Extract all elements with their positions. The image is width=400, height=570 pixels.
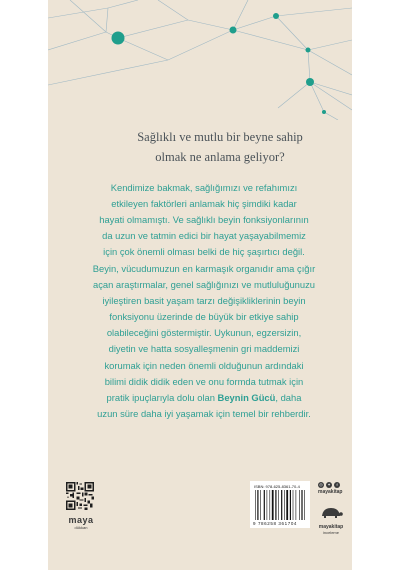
book-title: Beynin Gücü (217, 391, 276, 403)
paragraph-line: korumak için neden önemli olduğunun ardındaki (104, 359, 304, 371)
paragraph-line: hayati olmamıştı. Ve sağlıklı beyin fonksiyonlarının (99, 214, 309, 226)
network-node (306, 78, 314, 86)
network-node (306, 48, 311, 53)
paragraph-line: diyetin ve hatta sosyalleşmenin gri maddemizi (108, 343, 300, 355)
paragraph-line: da uzun ve tatmin edici bir hayat yaşayabilmemiz (102, 230, 306, 242)
paragraph-line: açan araştırmalar, genel sağlığınızı ve mutluluğunuzu (92, 279, 315, 291)
headline (120, 127, 320, 167)
headline-line: Sağlıklı ve mutlu bir beyne sahip (137, 130, 303, 144)
isbn-digits: 9 786258 361704 (253, 521, 298, 526)
paragraph-line: için çok önemli olması belki de hiç şaşırtıcı değil. (103, 246, 305, 258)
imprint-sub: inceleme (322, 530, 339, 535)
network-node (273, 13, 279, 19)
publisher-logo-subtext: dükkan (74, 525, 88, 530)
network-node (322, 110, 326, 114)
paragraph-line: Beyin, vücudumuzun en karmaşık organıdır ama çığır (92, 263, 316, 274)
imprint-name: mayakitap (318, 524, 344, 530)
paragraph-line: olabileceğini göstermiştir. Uykunun, egzersizin, (106, 327, 302, 339)
instagram-icon[interactable]: ◎ (319, 482, 323, 487)
publisher-logo (65, 515, 97, 530)
publisher-logo-text: maya (68, 515, 94, 525)
neural-network-illustration (48, 0, 352, 120)
paragraph-line: iyileştiren basit yaşam tarzı değişikliklerinin beyin (102, 295, 306, 307)
description-paragraph (86, 261, 322, 422)
paragraph-line (86, 390, 322, 406)
imprint-logo (314, 505, 348, 535)
headline-line: olmak ne anlama geliyor? (155, 150, 285, 164)
intro-paragraph (86, 180, 322, 260)
turtle-icon (319, 506, 343, 518)
isbn-label: ISBN: 978-625-8361-70-4 (254, 484, 300, 489)
social-handle: mayakitap (318, 489, 343, 495)
paragraph-line: etkileyen faktörleri anlamak hiç şimdiki kadar (111, 198, 297, 210)
social-links (318, 482, 342, 495)
isbn-barcode (250, 481, 310, 528)
barcode-bars (254, 490, 306, 520)
facebook-icon[interactable]: f (334, 482, 340, 488)
network-node (230, 27, 237, 34)
paragraph-text: pratik ipuçlarıyla dolu olan (106, 391, 218, 403)
paragraph-line: Kendimize bakmak, sağlığımızı ve refahımızı (110, 182, 298, 193)
paragraph-line: bilimi didik didik eden ve onu formda tutmak için (104, 375, 304, 387)
qr-code[interactable] (66, 482, 94, 510)
paragraph-text: , daha (275, 391, 302, 403)
twitter-icon[interactable]: ✦ (327, 482, 331, 487)
network-node (112, 32, 125, 45)
paragraph-line: uzun süre daha iyi yaşamak için temel bir rehberdir. (97, 407, 311, 419)
back-cover (48, 0, 352, 570)
paragraph-line: fonksiyonu üzerinde de büyük bir etkiye sahip (109, 311, 299, 323)
